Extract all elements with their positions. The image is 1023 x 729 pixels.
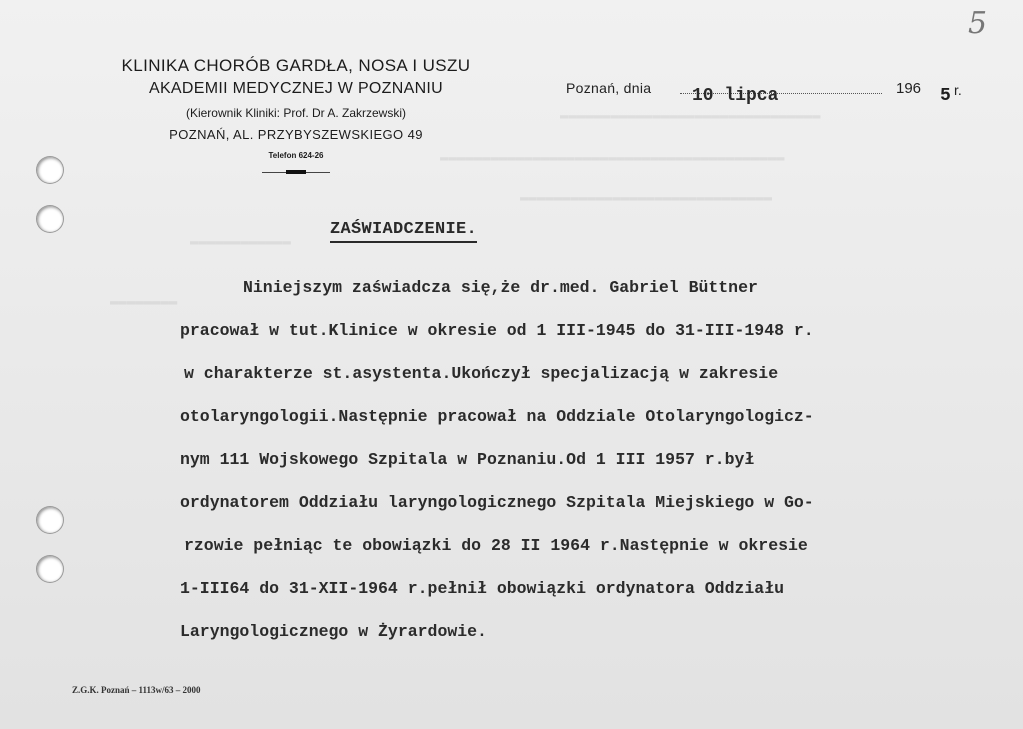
letterhead-address: POZNAŃ, AL. PRZYBYSZEWSKIEGO 49 [169,127,423,142]
letterhead-divider [262,172,330,173]
letterhead-academy: AKADEMII MEDYCZNEJ W POZNANIU [148,80,444,97]
date-value: 10 lipca [692,86,779,106]
punch-hole [37,206,63,232]
year-digit: 5 [940,86,951,106]
letterhead-clinic-name: KLINIKA CHORÓB GARDŁA, NOSA I USZU [121,56,471,75]
punch-hole [37,556,63,582]
body-line: otolaryngologii.Następnie pracował na Oddziale Otolaryngologicz- [180,407,814,426]
punch-hole [37,507,63,533]
date-place-label: Poznań, dnia [566,80,652,96]
year-prefix: 196 [896,80,922,97]
printer-imprint: Z.G.K. Poznań – 1113w/63 – 2000 [72,685,201,695]
body-line: ordynatorem Oddziału laryngologicznego Szpitala Miejskiego w Go- [180,493,814,512]
bleed-through-texture: ▬▬▬▬▬▬▬▬▬▬▬▬▬▬▬▬▬▬▬▬▬▬▬▬▬▬▬▬▬▬▬ [560,108,821,124]
body-line: Laryngologicznego w Żyrardowie. [180,622,487,641]
letterhead-director: (Kierownik Kliniki: Prof. Dr A. Zakrzewski) [185,106,407,120]
bleed-through-texture: ▬▬▬▬▬▬▬▬ [110,294,178,310]
body-line: w charakterze st.asystenta.Ukończył specjalizacją w zakresie [184,364,779,383]
body-line: Niniejszym zaświadcza się,że dr.med. Gabriel Büttner [243,278,758,297]
page-number: 5 [968,6,988,41]
document-title: ZAŚWIADCZENIE. [330,220,477,243]
body-line: rzowie pełniąc te obowiązki do 28 II 1964 r.Następnie w okresie [184,536,808,555]
body-line: nym 111 Wojskowego Szpitala w Poznaniu.Od 1 III 1957 r.był [180,450,755,469]
bleed-through-texture: ▬▬▬▬▬▬▬▬▬▬▬▬ [190,234,291,250]
punch-hole [37,157,63,183]
bleed-through-texture: ▬▬▬▬▬▬▬▬▬▬▬▬▬▬▬▬▬▬▬▬▬▬▬▬▬▬▬▬▬▬ [520,190,773,206]
year-suffix: r. [954,82,962,98]
body-line: pracował w tut.Klinice w okresie od 1 III-1945 do 31-III-1948 r. [180,321,814,340]
body-line: 1-III64 do 31-XII-1964 r.pełnił obowiązki ordynatora Oddziału [180,579,784,598]
bleed-through-texture: ▬▬▬▬▬▬▬▬▬▬▬▬▬▬▬▬▬▬▬▬▬▬▬▬▬▬▬▬▬▬▬▬▬▬▬▬▬▬▬▬▬ [440,150,785,166]
letterhead-phone: Telefon 624-26 [268,151,324,160]
